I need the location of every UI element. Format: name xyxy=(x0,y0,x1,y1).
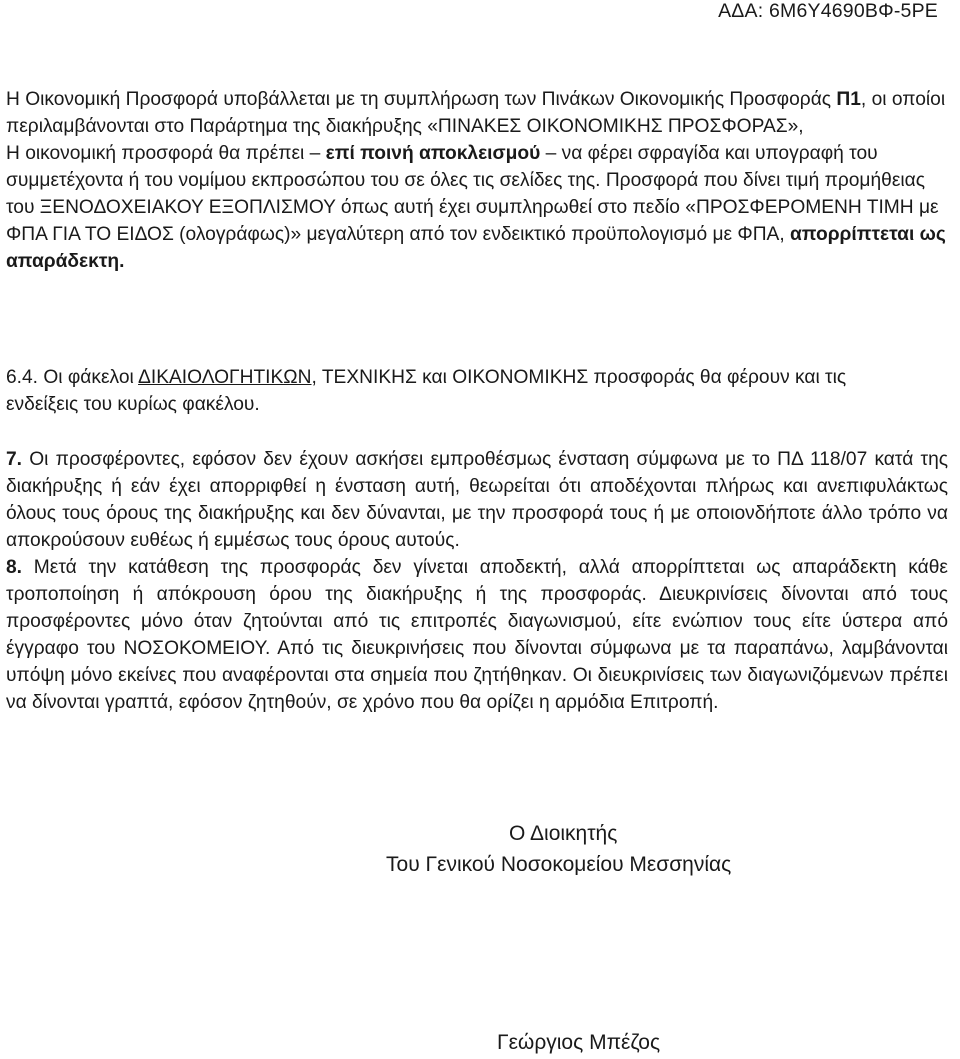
text-span: Οι προσφέροντες, εφόσον δεν έχουν ασκήσει εμπροθέσμως ένσταση σύμφωνα με το ΠΔ 118/07 κατά της διακήρυξης ή εάν έχει απορριφθεί η ένσταση αυτή, θεωρείται ότι αποδέχονται πλήρως και ανεπιφυλάκτως όλους τους όρους της διακήρυξης και δεν δύνανται, με την προσφορά τους ή με οποιονδήποτε άλλο τρόπο να αποκρούσουν ευθέως ή εμμέσως τους όρους αυτούς. xyxy=(6,449,948,551)
underlined-term: ΔΙΚΑΙΟΛΟΓΗΤΙΚΩΝ xyxy=(138,367,312,388)
text-span: Η Οικονομική Προσφορά υποβάλλεται με τη συμπλήρωση των Πινάκων Οικονομικής Προσφοράς xyxy=(6,89,837,110)
text-span: Μετά την κατάθεση της προσφοράς δεν γίνεται αποδεκτή, αλλά απορρίπτεται ως απαράδεκτη κάθε τροποποίηση ή απόκρουση όρου της διακήρυξης ή της προσφοράς. Διευκρινίσεις δίνονται από τους προσφέροντες μόνο όταν ζητούνται από τις επιτροπές διαγωνισμού, είτε ενώπιον τους είτε ύστερα από έγγραφο του ΝΟΣΟΚΟΜΕΙΟΥ. Από τις διευκρινήσεις που δίνονται σύμφωνα με τα παραπάνω, λαμβάνονται υπόψη μόνο εκείνες που αναφέρονται στα σημεία που ζητήθηκαν. Οι διευκρινίσεις των διαγωνιζόμενων πρέπει να δίνονται γραπτά, εφόσον ζητηθούν, σε χρόνο που θα ορίζει η αρμόδια Επιτροπή. xyxy=(6,557,948,713)
text-span: – να φέρει σφραγίδα και υπογραφή του συμμετέχοντα ή του νομίμου εκπροσώπου του σε όλες τις σελίδες της. Προσφορά που δίνει τιμή προμήθειας του ΞΕΝΟΔΟΧΕΙΑΚΟΥ ΕΞΟΠΛΙΣΜΟΥ όπως αυτή έχει συμπληρωθεί στο πεδίο «ΠΡΟΣΦΕΡΟΜΕΝΗ ΤΙΜΗ με ΦΠΑ ΓΙΑ ΤΟ ΕΙΔΟΣ (ολογράφως)» μεγαλύτερη από τον ενδεικτικό προϋπολογισμό με ΦΠΑ, xyxy=(6,143,939,245)
text-span: 6.4. Οι φάκελοι xyxy=(6,367,139,388)
table-code-p1: Π1 xyxy=(836,89,861,110)
section-number-8: 8. xyxy=(6,557,23,578)
signatory-name: Γεώργιος Μπέζος xyxy=(497,1031,661,1054)
signatory-organization: Του Γενικού Νοσοκομείου Μεσσηνίας xyxy=(386,853,732,876)
penalty-emphasis: επί ποινή αποκλεισμού xyxy=(325,143,541,164)
text-span: , ΤΕΧΝΙΚΗΣ και ΟΙΚΟΝΟΜΙΚΗΣ προσφοράς θα φέρουν και τις ενδείξεις του κυρίως φακέλου. xyxy=(6,367,847,415)
section-number-7: 7. xyxy=(6,449,23,470)
envelopes-paragraph xyxy=(6,364,906,418)
ada-identifier: ΑΔΑ: 6Μ6Υ4690ΒΦ-5ΡΕ xyxy=(718,0,938,22)
signatory-title: Ο Διοικητής xyxy=(509,822,618,845)
text-span: Η οικονομική προσφορά θα πρέπει – xyxy=(6,143,326,164)
financial-offer-paragraph xyxy=(6,86,946,275)
text-span: , οι οποίοι περιλαμβάνονται στο Παράρτημα της διακήρυξης «ΠΙΝΑΚΕΣ ΟΙΚΟΝΟΜΙΚΗΣ ΠΡΟΣΦΟΡΑΣ», xyxy=(6,89,946,137)
terms-paragraph xyxy=(6,446,948,716)
rejection-emphasis: απορρίπτεται ως απαράδεκτη. xyxy=(6,224,946,272)
